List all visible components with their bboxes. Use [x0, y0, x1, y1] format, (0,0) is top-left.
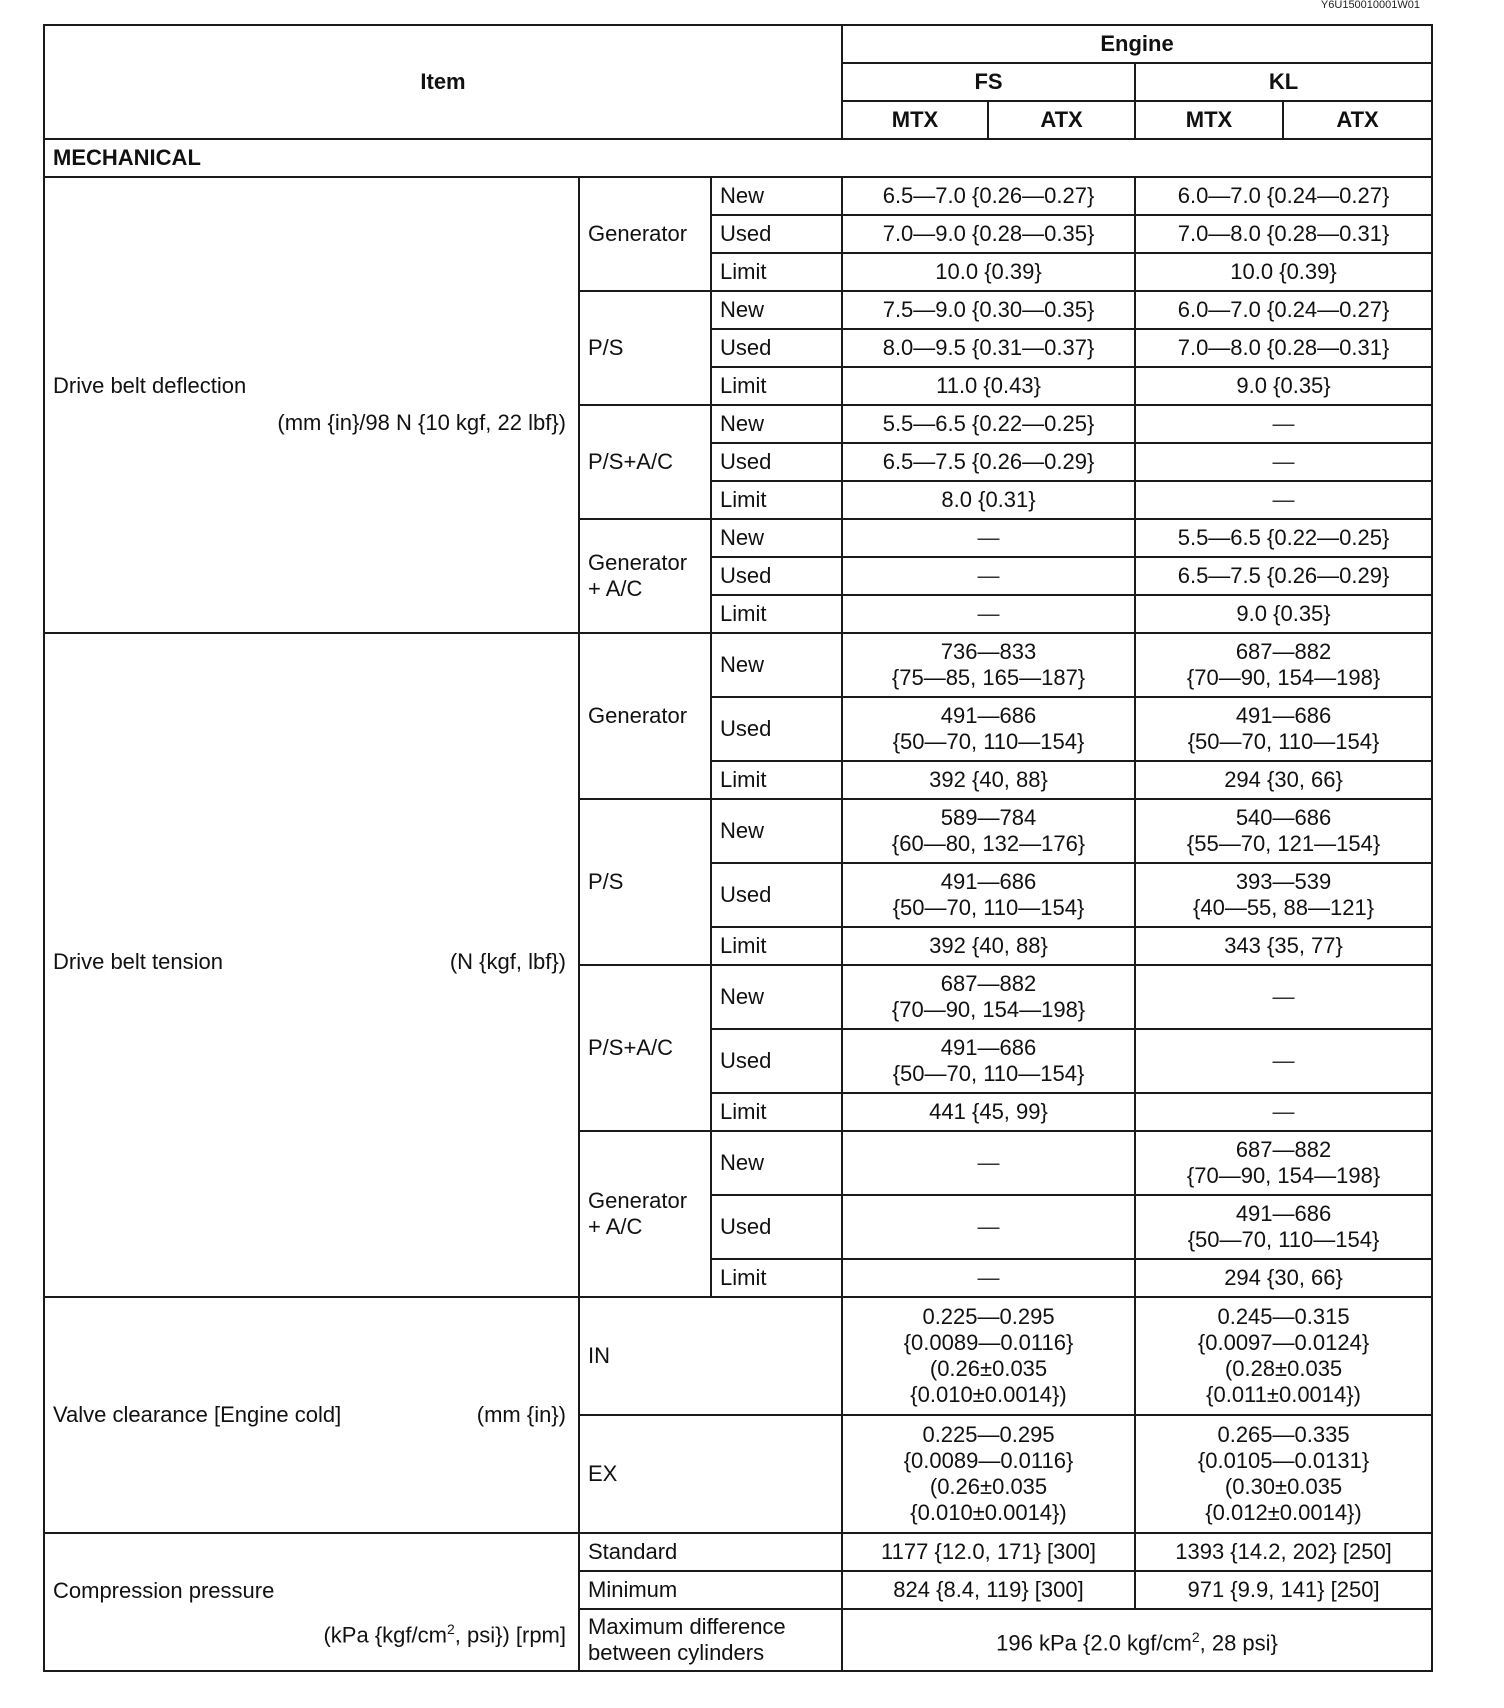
- value-line: (0.26±0.035: [929, 1356, 1048, 1381]
- label-line: + A/C: [588, 576, 643, 601]
- value-fs: [842, 965, 1135, 1029]
- value-line: (0.28±0.035: [1224, 1356, 1343, 1381]
- condition-limit: Limit: [711, 595, 842, 633]
- specification-table: [43, 24, 1433, 1672]
- value-kl: 7.0—8.0 {0.28—0.31}: [1135, 215, 1432, 253]
- condition-used: Used: [711, 443, 842, 481]
- value-line: {0.0089—0.0116}: [903, 1448, 1074, 1473]
- compression-maxdiff-value: 196 kPa {2.0 kgf/$cm^2$, 28 psi}: [842, 1609, 1432, 1671]
- value-fs: 8.0—9.5 {0.31—0.37}: [842, 329, 1135, 367]
- value-line: 736—833: [940, 639, 1037, 664]
- label-line: Generator: [588, 1188, 688, 1213]
- label-line: + A/C: [588, 1214, 643, 1239]
- value-kl: 6.5—7.5 {0.26—0.29}: [1135, 557, 1432, 595]
- condition-limit: Limit: [711, 1259, 842, 1297]
- header-kl: KL: [1135, 63, 1432, 101]
- value-fs: [842, 633, 1135, 697]
- value-kl: 6.0—7.0 {0.24—0.27}: [1135, 291, 1432, 329]
- value-kl: 294 {30, 66}: [1135, 1259, 1432, 1297]
- value-line: 687—882: [1235, 1137, 1332, 1162]
- value-kl: 5.5—6.5 {0.22—0.25}: [1135, 519, 1432, 557]
- header-fs: FS: [842, 63, 1135, 101]
- compression-minimum-label: Minimum: [579, 1571, 842, 1609]
- value-kl: 7.0—8.0 {0.28—0.31}: [1135, 329, 1432, 367]
- value-fs-empty: —: [842, 1195, 1135, 1259]
- value-fs-empty: —: [842, 1259, 1135, 1297]
- condition-new: New: [711, 519, 842, 557]
- value-line: {55—70, 121—154}: [1186, 831, 1381, 856]
- condition-limit: Limit: [711, 253, 842, 291]
- header-row-engine: [44, 25, 1432, 63]
- value-line: {75—85, 165—187}: [891, 665, 1086, 690]
- value-fs: 6.5—7.5 {0.26—0.29}: [842, 443, 1135, 481]
- deflection-item: [44, 177, 579, 633]
- value-line: 393—539: [1235, 869, 1332, 894]
- value-line: 491—686: [940, 869, 1037, 894]
- section-row: [44, 139, 1432, 177]
- value-line: (0.26±0.035: [929, 1474, 1048, 1499]
- compression-item: [44, 1533, 579, 1671]
- condition-limit: Limit: [711, 481, 842, 519]
- value-line: {0.0097—0.0124}: [1197, 1330, 1370, 1355]
- deflection-ps-label: P/S: [579, 291, 711, 405]
- value-fs-empty: —: [842, 595, 1135, 633]
- valve-ex-label: EX: [579, 1415, 842, 1533]
- value-fs: 441 {45, 99}: [842, 1093, 1135, 1131]
- tension-gen-ac-label: [579, 1131, 711, 1297]
- value-line: 491—686: [1235, 703, 1332, 728]
- condition-used: Used: [711, 329, 842, 367]
- value-line: 0.225—0.295: [922, 1422, 1055, 1447]
- valve-item: [44, 1297, 579, 1533]
- condition-new: New: [711, 291, 842, 329]
- table-row: [44, 633, 1432, 697]
- value-line: 0.225—0.295: [922, 1304, 1055, 1329]
- deflection-generator-label: Generator: [579, 177, 711, 291]
- value-line: {60—80, 132—176}: [891, 831, 1086, 856]
- value-line: 687—882: [1235, 639, 1332, 664]
- value-line: {0.011±0.0014}): [1206, 1382, 1361, 1407]
- value-kl-empty: —: [1135, 1093, 1432, 1131]
- value-fs: [842, 697, 1135, 761]
- value-kl: 343 {35, 77}: [1135, 927, 1432, 965]
- value-line: {50—70, 110—154}: [892, 895, 1085, 920]
- value-fs: [842, 1029, 1135, 1093]
- value-line: {50—70, 110—154}: [1187, 1227, 1380, 1252]
- condition-limit: Limit: [711, 367, 842, 405]
- value-fs: 824 {8.4, 119} [300]: [842, 1571, 1135, 1609]
- value-fs-empty: —: [842, 1131, 1135, 1195]
- condition-new: New: [711, 799, 842, 863]
- value-fs: 8.0 {0.31}: [842, 481, 1135, 519]
- value-line: {0.010±0.0014}): [910, 1382, 1067, 1407]
- condition-used: Used: [711, 1195, 842, 1259]
- deflection-name: Drive belt deflection: [53, 373, 247, 398]
- value-kl: [1135, 863, 1432, 927]
- value-fs: [842, 799, 1135, 863]
- compression-standard-label: Standard: [579, 1533, 842, 1571]
- value-kl-empty: —: [1135, 443, 1432, 481]
- value-line: {0.0089—0.0116}: [903, 1330, 1074, 1355]
- value-kl: 971 {9.9, 141} [250]: [1135, 1571, 1432, 1609]
- table-row: [44, 1297, 1432, 1415]
- value-kl: 1393 {14.2, 202} [250]: [1135, 1533, 1432, 1571]
- value-line: {50—70, 110—154}: [1187, 729, 1380, 754]
- document-id: Y6U150010001W01: [1320, 0, 1420, 11]
- value-line: {0.010±0.0014}): [910, 1500, 1067, 1525]
- deflection-unit: (mm {in}/98 N {10 kgf, 22 lbf}): [277, 410, 566, 435]
- condition-used: Used: [711, 1029, 842, 1093]
- value-fs: [842, 1415, 1135, 1533]
- header-kl-atx: ATX: [1283, 101, 1432, 139]
- header-item: Item: [44, 25, 842, 139]
- value-fs: 392 {40, 88}: [842, 927, 1135, 965]
- value-fs: 7.5—9.0 {0.30—0.35}: [842, 291, 1135, 329]
- value-fs: 7.0—9.0 {0.28—0.35}: [842, 215, 1135, 253]
- value-line: {70—90, 154—198}: [891, 997, 1086, 1022]
- value-kl: [1135, 1297, 1432, 1415]
- value-fs: 1177 {12.0, 171} [300]: [842, 1533, 1135, 1571]
- value-line: 491—686: [1235, 1201, 1332, 1226]
- value-line: 0.245—0.315: [1217, 1304, 1350, 1329]
- value-line: {40—55, 88—121}: [1193, 895, 1375, 920]
- compression-unit: (kPa {$kgf/cm^2$, psi}) [rpm]: [323, 1621, 566, 1648]
- value-fs: 10.0 {0.39}: [842, 253, 1135, 291]
- valve-unit: (mm {in}): [476, 1402, 566, 1427]
- value-line: {0.0105—0.0131}: [1197, 1448, 1370, 1473]
- value-fs: 392 {40, 88}: [842, 761, 1135, 799]
- value-fs: 6.5—7.0 {0.26—0.27}: [842, 177, 1135, 215]
- condition-limit: Limit: [711, 761, 842, 799]
- compression-name: Compression pressure: [53, 1578, 275, 1603]
- tension-ps-label: P/S: [579, 799, 711, 965]
- condition-used: Used: [711, 557, 842, 595]
- value-kl: [1135, 697, 1432, 761]
- value-kl-empty: —: [1135, 965, 1432, 1029]
- value-line: 589—784: [940, 805, 1037, 830]
- value-kl-empty: —: [1135, 481, 1432, 519]
- section-title: MECHANICAL: [44, 139, 1432, 177]
- condition-new: New: [711, 965, 842, 1029]
- deflection-gen-ac-label: [579, 519, 711, 633]
- value-kl: 6.0—7.0 {0.24—0.27}: [1135, 177, 1432, 215]
- value-kl: [1135, 1415, 1432, 1533]
- value-kl: [1135, 1195, 1432, 1259]
- value-line: {50—70, 110—154}: [892, 1061, 1085, 1086]
- deflection-ps-ac-label: P/S+A/C: [579, 405, 711, 519]
- value-fs: 5.5—6.5 {0.22—0.25}: [842, 405, 1135, 443]
- value-line: 0.265—0.335: [1217, 1422, 1350, 1447]
- condition-new: New: [711, 177, 842, 215]
- value-fs: [842, 1297, 1135, 1415]
- value-line: 491—686: [940, 703, 1037, 728]
- condition-limit: Limit: [711, 1093, 842, 1131]
- value-kl-empty: —: [1135, 1029, 1432, 1093]
- valve-in-label: IN: [579, 1297, 842, 1415]
- tension-ps-ac-label: P/S+A/C: [579, 965, 711, 1131]
- compression-maxdiff-label: [579, 1609, 842, 1671]
- value-fs-empty: —: [842, 557, 1135, 595]
- condition-new: New: [711, 633, 842, 697]
- value-kl: [1135, 799, 1432, 863]
- header-fs-mtx: MTX: [842, 101, 988, 139]
- label-line: Maximum difference: [588, 1614, 786, 1639]
- value-kl: 9.0 {0.35}: [1135, 367, 1432, 405]
- condition-used: Used: [711, 863, 842, 927]
- valve-name: Valve clearance [Engine cold]: [53, 1402, 342, 1427]
- value-fs: 11.0 {0.43}: [842, 367, 1135, 405]
- value-line: (0.30±0.035: [1224, 1474, 1343, 1499]
- value-kl: 10.0 {0.39}: [1135, 253, 1432, 291]
- condition-new: New: [711, 1131, 842, 1195]
- value-line: {70—90, 154—198}: [1186, 665, 1381, 690]
- value-line: 491—686: [940, 1035, 1037, 1060]
- tension-name: Drive belt tension: [53, 949, 223, 974]
- condition-new: New: [711, 405, 842, 443]
- value-fs: [842, 863, 1135, 927]
- value-line: {0.012±0.0014}): [1205, 1500, 1362, 1525]
- condition-used: Used: [711, 215, 842, 253]
- tension-unit: (N {kgf, lbf}): [449, 949, 566, 974]
- label-line: between cylinders: [588, 1640, 765, 1665]
- header-fs-atx: ATX: [988, 101, 1135, 139]
- value-kl-empty: —: [1135, 405, 1432, 443]
- header-kl-mtx: MTX: [1135, 101, 1283, 139]
- condition-used: Used: [711, 697, 842, 761]
- tension-item: [44, 633, 579, 1297]
- table-row: [44, 1533, 1432, 1571]
- value-line: 687—882: [940, 971, 1037, 996]
- value-line: {50—70, 110—154}: [892, 729, 1085, 754]
- value-fs-empty: —: [842, 519, 1135, 557]
- value-line: {70—90, 154—198}: [1186, 1163, 1381, 1188]
- value-kl: [1135, 633, 1432, 697]
- value-kl: [1135, 1131, 1432, 1195]
- condition-limit: Limit: [711, 927, 842, 965]
- value-kl: 9.0 {0.35}: [1135, 595, 1432, 633]
- value-line: 540—686: [1235, 805, 1332, 830]
- label-line: Generator: [588, 550, 688, 575]
- header-engine: Engine: [842, 25, 1432, 63]
- value-kl: 294 {30, 66}: [1135, 761, 1432, 799]
- tension-generator-label: Generator: [579, 633, 711, 799]
- table-row: [44, 177, 1432, 215]
